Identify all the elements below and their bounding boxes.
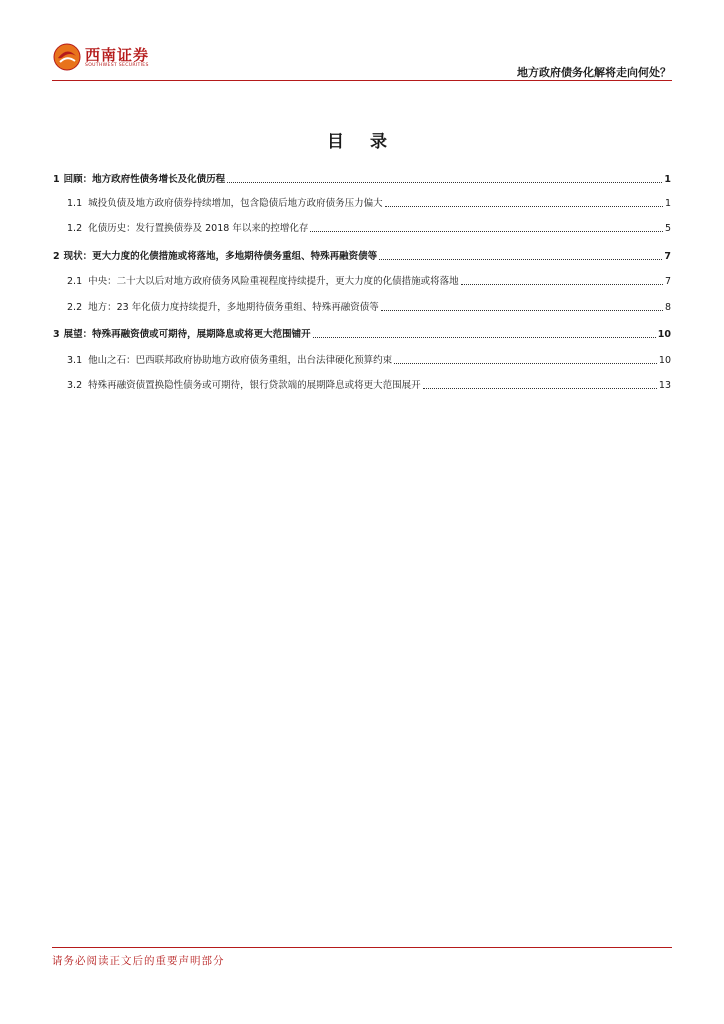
toc-dot-leader	[394, 363, 657, 364]
header-divider	[52, 80, 672, 81]
toc-entry-number: 1	[53, 174, 60, 185]
toc-entry-number: 2.1	[67, 276, 83, 287]
toc-heading: 目 录	[327, 132, 397, 152]
toc-entry-page: 5	[664, 223, 671, 234]
toc-entry-text: 现状：更大力度的化债措施或将落地，多地期待债务重组、特殊再融资债等	[63, 251, 378, 262]
toc-entry-number: 2	[53, 251, 60, 262]
toc-dot-leader	[385, 206, 663, 207]
toc-entry-page: 7	[664, 251, 671, 262]
toc-dot-leader	[379, 259, 662, 260]
toc-entry-3[interactable]	[53, 325, 671, 341]
toc-entry-text: 展望：特殊再融资债或可期待，展期降息或将更大范围铺开	[63, 329, 311, 340]
toc-entry-page: 13	[658, 380, 671, 391]
toc-entry-2-2[interactable]	[53, 298, 671, 314]
toc-entry-1[interactable]	[53, 170, 671, 186]
toc-entry-number: 1.2	[67, 223, 83, 234]
toc-dot-leader	[423, 388, 657, 389]
page-header	[0, 0, 724, 84]
toc-dot-leader	[461, 284, 663, 285]
company-logo	[52, 42, 152, 76]
toc-entry-page: 10	[658, 355, 671, 366]
logo-emblem-icon	[52, 42, 82, 72]
disclaimer-notice: 请务必阅读正文后的重要声明部分	[52, 955, 225, 967]
toc-entry-2-1[interactable]	[53, 272, 671, 288]
toc-entry-text: 中央：二十大以后对地方政府债务风险重视程度持续提升，更大力度的化债措施或将落地	[88, 276, 459, 287]
toc-entry-number: 3.1	[67, 355, 83, 366]
toc-entry-page: 1	[664, 174, 671, 185]
footer-divider	[52, 947, 672, 948]
logo-english-name: SOUTHWEST SECURITIES	[85, 63, 149, 68]
toc-entry-text: 地方：23 年化债力度持续提升，多地期待债务重组、特殊再融资债等	[88, 302, 379, 313]
toc-entry-page: 8	[664, 302, 671, 313]
toc-entry-page: 10	[657, 329, 671, 340]
logo-chinese-name: 西南证券	[85, 46, 150, 64]
toc-dot-leader	[310, 231, 663, 232]
toc-entry-text: 他山之石：巴西联邦政府协助地方政府债务重组，出台法律硬化预算约束	[88, 355, 393, 366]
report-title: 地方政府债务化解将走向何处？	[517, 66, 671, 79]
toc-entry-page: 1	[664, 198, 671, 209]
toc-dot-leader	[227, 182, 662, 183]
toc-entry-3-1[interactable]	[53, 351, 671, 367]
toc-entry-number: 1.1	[67, 198, 83, 209]
toc-entry-text: 回顾：地方政府性债务增长及化债历程	[63, 174, 226, 185]
toc-entry-2[interactable]	[53, 247, 671, 263]
toc-entry-text: 城投负债及地方政府债券持续增加，包含隐债后地方政府债务压力偏大	[88, 198, 383, 209]
toc-entry-text: 化债历史：发行置换债券及 2018 年以来的控增化存	[88, 223, 309, 234]
toc-dot-leader	[313, 337, 656, 338]
toc-entry-number: 3	[53, 329, 60, 340]
toc-entry-number: 3.2	[67, 380, 83, 391]
toc-entry-text: 特殊再融资债置换隐性债务或可期待，银行贷款端的展期降息或将更大范围展开	[88, 380, 421, 391]
toc-entry-1-1[interactable]	[53, 194, 671, 210]
toc-dot-leader	[381, 310, 663, 311]
toc-entry-3-2[interactable]	[53, 376, 671, 392]
toc-entry-1-2[interactable]	[53, 219, 671, 235]
toc-entry-number: 2.2	[67, 302, 83, 313]
toc-entry-page: 7	[664, 276, 671, 287]
